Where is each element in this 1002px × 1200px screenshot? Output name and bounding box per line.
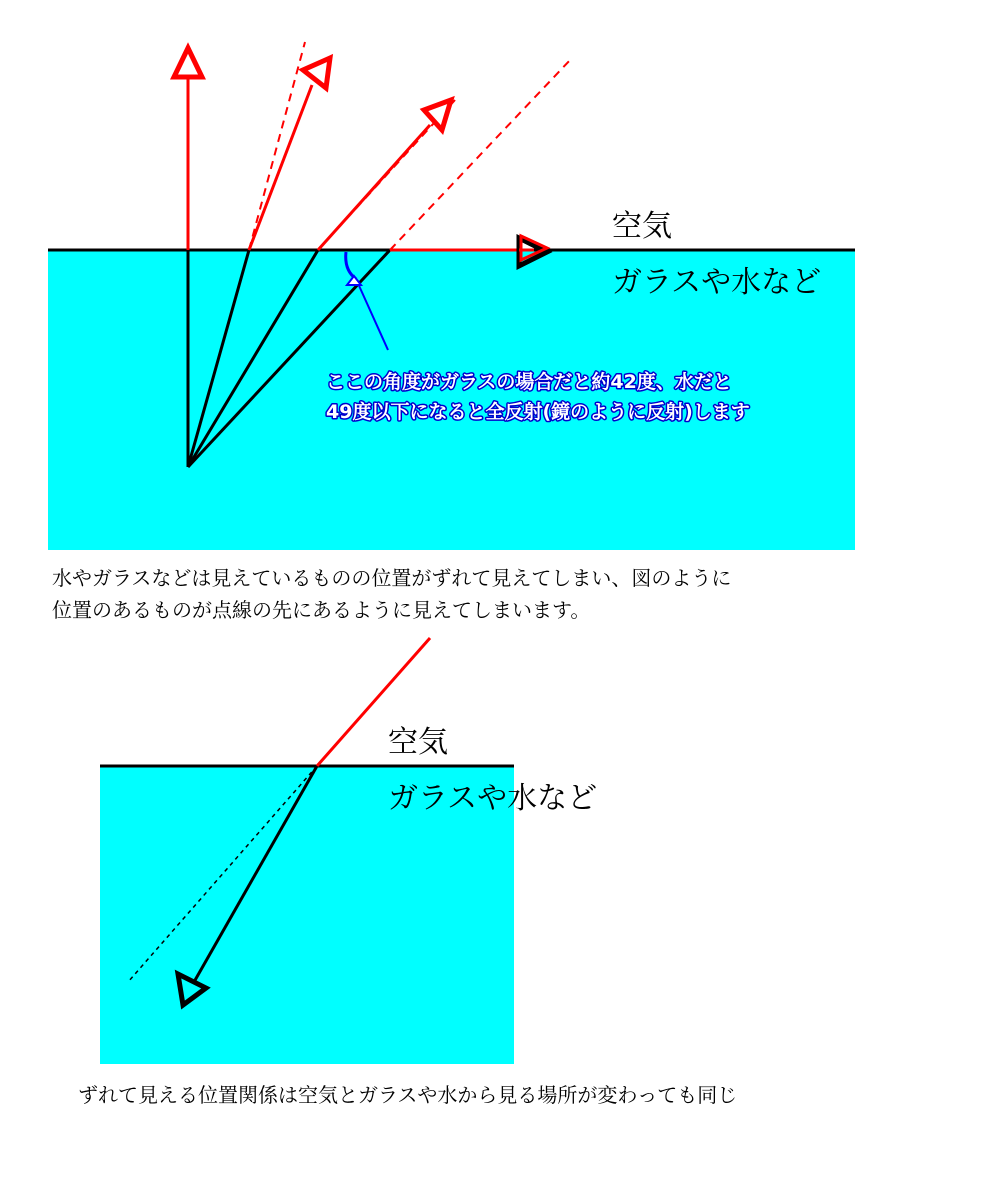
caption-1-line2: 位置のあるものが点線の先にあるように見えてしまいます。	[52, 598, 591, 622]
arrow-up-icon	[174, 48, 202, 77]
angle-note-line1: ここの角度がガラスの場合だと約42度、水だと	[326, 371, 732, 393]
medium-label-1: ガラスや水など	[612, 265, 822, 300]
arrow-heads-red	[174, 48, 451, 130]
caption-2: ずれて見える位置関係は空気とガラスや水から見る場所が変わっても同じ	[78, 1083, 738, 1107]
air-label-2: 空気	[388, 725, 448, 760]
air-label-1: 空気	[612, 209, 672, 244]
caption-1-line1: 水やガラスなどは見えているものの位置がずれて見えてしまい、図のように	[52, 566, 732, 590]
arrow-upright-icon	[303, 58, 330, 88]
angle-note-line2: 49度以下になると全反射(鏡のように反射)します	[326, 401, 750, 423]
medium-label-2: ガラスや水など	[388, 781, 598, 816]
